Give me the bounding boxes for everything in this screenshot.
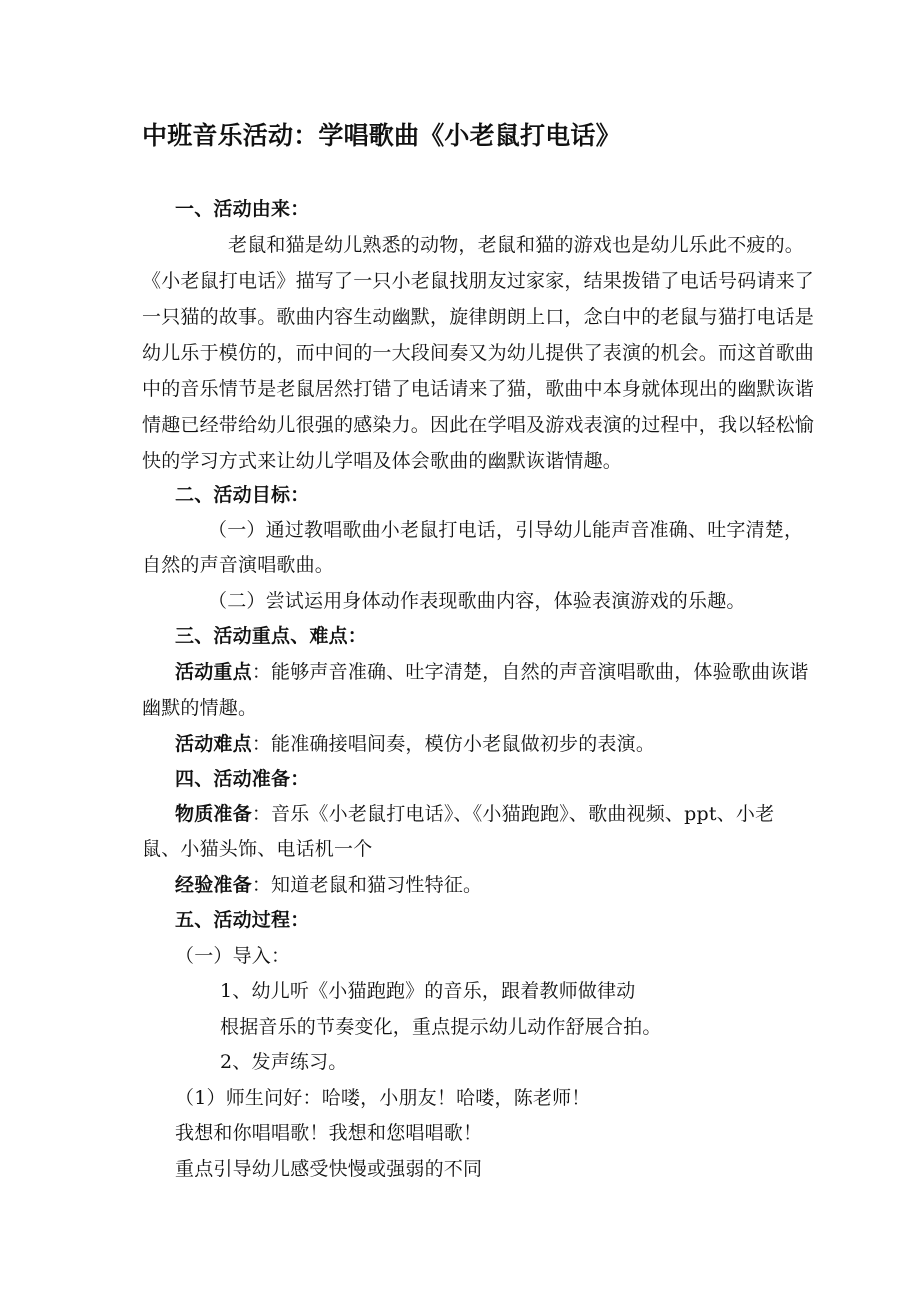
material-prep: [175, 801, 774, 827]
key-point-text: 能够声音准确、吐字清楚，自然的声音演唱歌曲，体验歌曲诙谐: [271, 661, 809, 683]
process-sub-1: （1）师生问好：哈喽，小朋友！哈喽，陈老师！: [175, 1087, 591, 1109]
process-step-2: 2、发声练习。: [220, 1051, 348, 1073]
section-heading-process: 五、活动过程：: [175, 909, 310, 931]
key-point-label: 活动重点: [175, 661, 252, 683]
paragraph-line: 《小老鼠打电话》描写了一只小老鼠找朋友过家家，结果拨错了电话号码请来了: [142, 270, 815, 292]
experience-prep: [175, 872, 482, 898]
process-sub-1-line: 重点引导幼儿感受快慢或强弱的不同: [175, 1158, 483, 1180]
process-step-1: 1、幼儿听《小猫跑跑》的音乐，跟着教师做律动: [220, 980, 636, 1002]
goal-2: （二）尝试运用身体动作表现歌曲内容，体验表演游戏的乐趣。: [208, 590, 746, 612]
paragraph-line: 老鼠和猫是幼儿熟悉的动物，老鼠和猫的游戏也是幼儿乐此不疲的。: [228, 234, 805, 256]
paragraph-line: 中的音乐情节是老鼠居然打错了电话请来了猫，歌曲中本身就体现出的幽默诙谐: [142, 378, 815, 400]
paragraph-line: 一只猫的故事。歌曲内容生动幽默，旋律朗朗上口，念白中的老鼠与猫打电话是: [142, 306, 815, 328]
section-heading-focus: 三、活动重点、难点：: [175, 625, 368, 647]
key-point-continued: 幽默的情趣。: [142, 697, 258, 719]
material-prep-continued: 鼠、小猫头饰、电话机一个: [142, 838, 373, 860]
goal-1-line: 自然的声音演唱歌曲。: [142, 554, 335, 576]
difficulty-label: 活动难点: [175, 733, 252, 755]
section-heading-prep: 四、活动准备：: [175, 768, 310, 790]
process-sub-1-line: 我想和你唱唱歌！我想和您唱唱歌！: [175, 1122, 483, 1144]
key-point-colon: ：: [251, 661, 272, 683]
process-step-1-note: 根据音乐的节奏变化，重点提示幼儿动作舒展合拍。: [220, 1016, 662, 1038]
paragraph-line: 快的学习方式来让幼儿学唱及体会歌曲的幽默诙谐情趣。: [142, 450, 623, 472]
experience-text: ：知道老鼠和猫习性特征。: [251, 874, 483, 896]
goal-1-line: （一）通过教唱歌曲小老鼠打电话，引导幼儿能声音准确、吐字清楚，: [208, 519, 804, 541]
paragraph-line: 幼儿乐于模仿的，而中间的一大段间奏又为幼儿提供了表演的机会。而这首歌曲: [142, 342, 815, 364]
material-text: ：音乐《小老鼠打电话》、《小猫跑跑》、歌曲视频、ppt、小老: [251, 803, 775, 825]
process-intro: （一）导入：: [175, 945, 291, 967]
experience-label: 经验准备: [175, 874, 252, 896]
difficulty-point: [175, 731, 655, 757]
key-point: [175, 659, 809, 685]
difficulty-text: ：能准确接唱间奏，模仿小老鼠做初步的表演。: [251, 733, 656, 755]
page-title: 中班音乐活动：学唱歌曲《小老鼠打电话》: [142, 121, 621, 150]
paragraph-line: 情趣已经带给幼儿很强的感染力。因此在学唱及游戏表演的过程中，我以轻松愉: [142, 414, 815, 436]
section-heading-origin: 一、活动由来：: [175, 198, 310, 220]
material-label: 物质准备: [175, 803, 252, 825]
section-heading-goals: 二、活动目标：: [175, 484, 310, 506]
